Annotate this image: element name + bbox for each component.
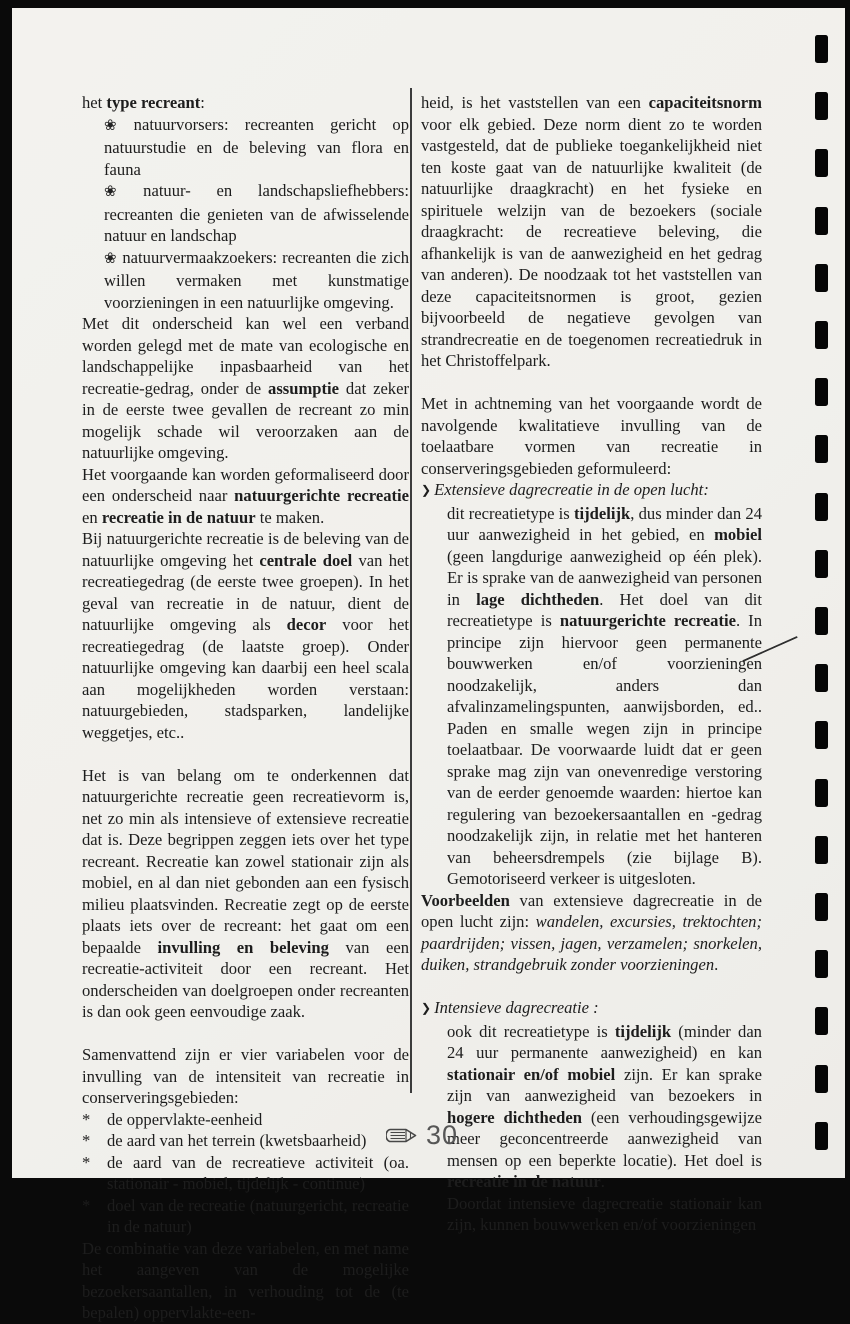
binding-hole <box>815 378 828 406</box>
binding-hole <box>815 149 828 177</box>
paragraph: Met dit onderscheid kan wel een verband worden gelegd met de mate van ecologische en landschappelijke inpasbaarheid van het recreatie-gedrag, onder de assumptie dat zeker in de eerste twee gevallen de recreant zo min mogelijk schade wil veroorzaken aan de natuurlijke omgeving. <box>82 314 409 462</box>
pencil-icon <box>386 1127 418 1144</box>
section-heading: ❯ Intensieve dagrecreatie : <box>421 998 599 1017</box>
binding-hole <box>815 207 828 235</box>
star-bullet-icon: * <box>82 1109 91 1129</box>
indented-paragraph: ook dit recreatietype is tijdelijk (minder dan 24 uur permanente aanwezigheid) en kan stationair en/of mobiel zijn. Er kan sprake zijn van aanwezigheid van bezoekers in hogere dichtheden (een verhoudingsgewijze meer geconcentreerde aanwezigheid van mensen op een beperkte locatie). Het doel is recreatie in de natuur. <box>447 1021 762 1191</box>
paragraph-gap <box>82 743 409 765</box>
binding-hole <box>815 1065 828 1093</box>
paragraph: Het is van belang om te onderkennen dat natuurgerichte recreatie geen recreatievorm is, net zo min als intensieve of extensieve recreatie dat is. Deze begrippen zeggen iets over het type recreant. Recreatie kan zowel stationair zijn als mobiel, en al dan niet gebonden aan een fysisch milieu plaatsvinden. Recreatie zegt op de eerste plaats iets over de recreant: het gaat om een bepaalde invulling en beleving van een recreatie-activiteit door een recreant. Het onderscheiden van doelgroepen onder recreanten is dan ook geen eenvoudige zaak. <box>82 765 409 1021</box>
flower-bullet-icon: ❀ <box>104 117 129 134</box>
binding-hole <box>815 1007 828 1035</box>
binding-hole <box>815 664 828 692</box>
arrow-bullet-icon: ❯ <box>421 483 432 497</box>
column-divider <box>410 88 412 1093</box>
binding-hole <box>815 893 828 921</box>
list-item: * de aard van het terrein (kwetsbaarheid) <box>82 1131 367 1150</box>
star-bullet-icon: * <box>82 1131 91 1150</box>
paragraph: Bij natuurgerichte recreatie is de beleving van de natuurlijke omgeving het centrale doel van het recreatiegedrag (de eerste twee groepen). In het geval van recreatie in de natuur, dient de natuurlijke omgeving als decor voor het recreatiegedrag (de laatste groep). Onder natuurlijke omgeving kan daarbij een heel scala aan mogelijkheden worden verstaan: natuurgebieden, stadsparken, landelijke weggetjes, etc.. <box>82 529 409 742</box>
paragraph: De combinatie van deze variabelen, en met name het aangeven van de mogelijke bezoekersaantallen, in verhouding tot de (te bepalen) oppervlakte-een- <box>82 1238 409 1322</box>
binding-hole <box>815 435 828 463</box>
binding-hole <box>815 321 828 349</box>
binding-hole <box>815 264 828 292</box>
binding-hole <box>815 1122 828 1150</box>
binding-hole <box>815 493 828 521</box>
star-bullet-icon: * <box>82 1152 91 1172</box>
left-column <box>82 92 409 1324</box>
page-footer <box>386 1120 458 1151</box>
star-bullet-icon: * <box>82 1195 91 1215</box>
binding-hole <box>815 779 828 807</box>
right-column <box>421 92 762 1236</box>
binding-hole <box>815 92 828 120</box>
section-heading: ❯ Extensieve dagrecreatie in de open lucht: <box>421 480 709 499</box>
binding-hole <box>815 550 828 578</box>
paragraph-gap <box>82 1023 409 1045</box>
binding-hole <box>815 950 828 978</box>
paragraph-gap <box>421 372 762 394</box>
list-item: ❀ natuurvorsers: recreanten gericht op natuurstudie en de beleving van flora en fauna <box>104 114 409 179</box>
paragraph: Het voorgaande kan worden geformaliseerd door een onderscheid naar natuurgerichte recreatie en recreatie in de natuur te maken. <box>82 464 409 527</box>
paragraph-gap <box>421 976 762 998</box>
page-number: 30 <box>426 1120 459 1150</box>
paragraph: het type recreant: <box>82 93 205 112</box>
paragraph: Samenvattend zijn er vier variabelen voor de invulling van de intensiteit van recreatie in conserveringsgebieden: <box>82 1045 409 1107</box>
list-item: * de aard van de recreatieve activiteit (oa. stationair - mobiel, tijdelijk - continue) <box>82 1152 409 1193</box>
indented-paragraph: dit recreatietype is tijdelijk, dus minder dan 24 uur aanwezigheid in het gebied, en mobiel (geen langdurige aanwezigheid op één plek). Er is sprake van de aanwezigheid van personen in lage dichtheden. Het doel van dit recreatietype is natuurgerichte recreatie. In principe zijn hiervoor geen permanente bouwwerken en/of voorzieningen noodzakelijk, anders dan afvalinzamelingspunten, aanwijsborden, ed.. Paden en smalle wegen zijn in principe toelaatbaar. De voorwaarde luidt dat er geen sprake mag zijn van onevenredige verstoring van de eerder genoemde waarden: hiertoe kan regulering van bezoekersaantallen en -gedrag noodzakelijk zijn, in relatie met het hanteren van beheersdrempels (zie bijlage B). Gemotoriseerd verkeer is uitgesloten. <box>447 503 763 888</box>
paragraph: Voorbeelden van extensieve dagrecreatie in de open lucht zijn: wandelen, excursies, trektochten; paardrijden; vissen, jagen, verzamelen; snorkelen, duiken, strandgebruik zonder voorzieningen. <box>421 890 763 974</box>
binding-hole <box>815 607 828 635</box>
binding-hole <box>815 35 828 63</box>
arrow-bullet-icon: ❯ <box>421 1001 432 1015</box>
list-item: * doel van de recreatie (natuurgericht, recreatie in de natuur) <box>82 1195 409 1236</box>
paragraph: heid, is het vaststellen van een capaciteitsnorm voor elk gebied. Deze norm dient zo te worden vastgesteld, dat de publieke toegankelijkheid niet ten koste gaat van de natuurlijke kwaliteit (de natuurlijke draagkracht) en het fysieke en spirituele welzijn van de bezoekers (sociale draagkracht: de recreatieve beleving, die afhankelijk is van de aanwezigheid en het gedrag van anderen). De noodzaak tot het vaststellen van deze capaciteitsnormen is groot, gezien bijvoorbeeld de negatieve gevolgen van strandrecreatie en de toegenomen recreatiedruk in het Christoffelpark. <box>421 93 762 370</box>
list-item: ❀ natuurvermaakzoekers: recreanten die zich willen vermaken met kunstmatige voorzieningen in een natuurlijke omgeving. <box>104 247 409 312</box>
flower-bullet-icon: ❀ <box>104 250 118 267</box>
binding-hole <box>815 721 828 749</box>
indented-paragraph: Doordat intensieve dagrecreatie stationair kan zijn, kunnen bouwwerken en/of voorzieningen <box>447 1193 762 1234</box>
flower-bullet-icon: ❀ <box>104 184 139 200</box>
paragraph: Met in achtneming van het voorgaande wordt de navolgende kwalitatieve invulling van de toelaatbare vormen van recreatie in conserveringsgebieden geformuleerd: <box>421 394 762 478</box>
list-item: ❀ natuur- en landschapsliefhebbers: recreanten die genieten van de afwisselende natuur en landschap <box>104 181 409 245</box>
list-item: * de oppervlakte-eenheid <box>82 1109 263 1129</box>
binding-hole <box>815 836 828 864</box>
